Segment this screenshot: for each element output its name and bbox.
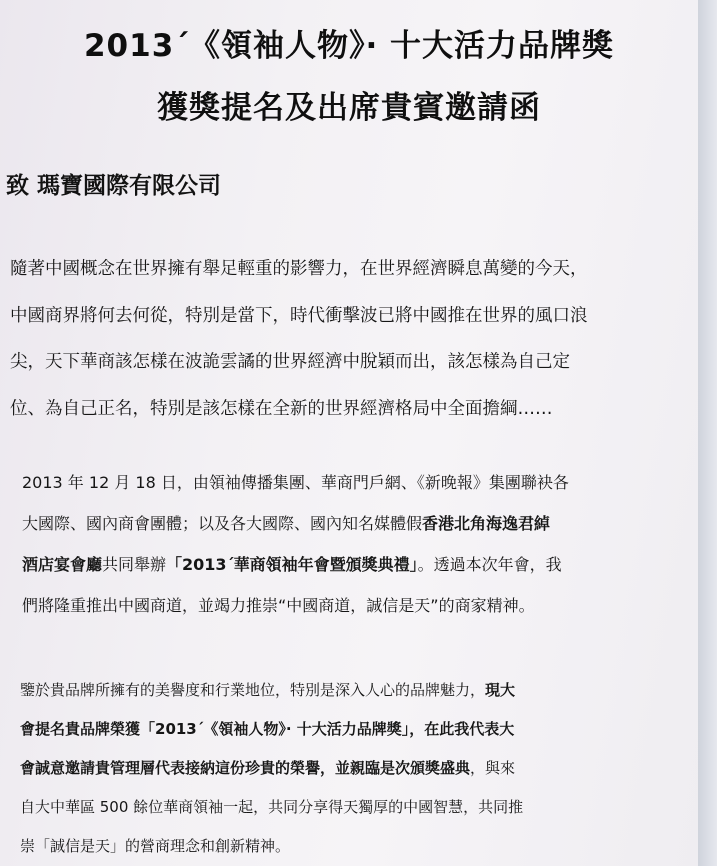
paragraph-3-line-3 [20, 749, 523, 788]
paragraph-1 [10, 246, 588, 432]
paragraph-3 [20, 671, 523, 866]
invitation-bold: 會誠意邀請貴管理層代表接納這份珍貴的榮譽，並親臨是次頒獎盛典 [20, 759, 471, 777]
paragraph-3-line-2-text: ，在此我代表大 [409, 720, 515, 738]
paragraph-1-line-3: 尖，天下華商該怎樣在波詭雲譎的世界經濟中脫穎而出，該怎樣為自己定 [10, 352, 570, 372]
paragraph-2-line-3 [22, 544, 569, 585]
venue-name-bold: 香港北角海逸君綽 [422, 514, 551, 533]
paragraph-2-line-2-text: 大國際、國內商會團體；以及各大國際、國內知名媒體假 [22, 514, 423, 533]
letter-title-line-1: 2013΄《領袖人物》· 十大活力品牌獎 [83, 28, 615, 64]
paragraph-3-line-1-text: 鑒於貴品牌所擁有的美譽度和行業地位，特別是深入人心的品牌魅力， [20, 681, 486, 699]
venue-hall-bold: 酒店宴會廳 [22, 555, 103, 574]
letter-addressee: 致 瑪寶國際有限公司 [6, 173, 222, 199]
paragraph-3-line-1-bold: 現大 [485, 681, 516, 699]
paragraph-1-line-2: 中國商界將何去何從，特別是當下，時代衝擊波已將中國推在世界的風口浪 [10, 305, 588, 326]
paragraph-2 [22, 462, 569, 626]
award-nomination-bold: 會提名貴品牌榮獲「2013΄《領袖人物》· 十大活力品牌獎」 [20, 720, 410, 738]
paragraph-3-line-4: 自大中華區 500 餘位華商領袖一起，共同分享得天獨厚的中國智慧，共同推 [20, 798, 524, 816]
event-name-bold: 「2013΄華商領袖年會暨頒獎典禮」 [166, 555, 418, 574]
paragraph-3-line-3-text: ，與來 [470, 759, 516, 777]
paragraph-1-line-4: 位、為自己正名，特別是該怎樣在全新的世界經濟格局中全面擔綱…… [10, 398, 553, 419]
paragraph-3-line-2 [20, 710, 523, 749]
background-edge-strip [698, 0, 717, 866]
paragraph-3-line-5: 崇「誠信是天」的營商理念和創新精神。 [20, 837, 291, 855]
paragraph-2-line-3-mid: 共同舉辦 [102, 555, 167, 574]
paragraph-1-line-1: 隨著中國概念在世界擁有舉足輕重的影響力，在世界經濟瞬息萬變的今天， [10, 259, 588, 279]
paragraph-2-line-4: 們將隆重推出中國商道，並竭力推崇“中國商道，誠信是天”的商家精神。 [22, 596, 535, 615]
paragraph-3-line-1 [20, 671, 523, 710]
paragraph-2-line-3-end: 。透過本次年會，我 [417, 555, 562, 574]
paragraph-2-line-2 [22, 503, 569, 544]
letter-title-line-2: 獲獎提名及出席貴賓邀請函 [157, 90, 541, 126]
paragraph-2-line-1: 2013 年 12 月 18 日，由領袖傳播集團、華商門戶網、《新晚報》集團聯袂各 [22, 473, 569, 492]
